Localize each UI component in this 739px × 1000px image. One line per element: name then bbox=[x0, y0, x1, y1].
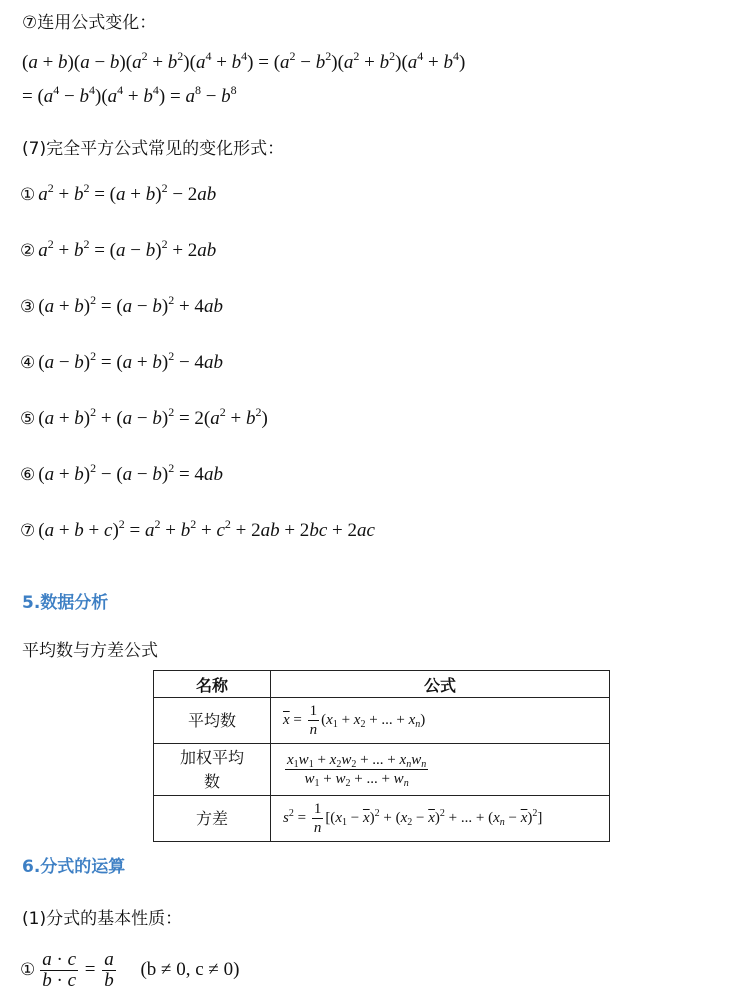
formula-marker: ① bbox=[20, 959, 36, 980]
perfect-square-formula-3: ③ $(a + b)^2 = (a - b)^2 + 4ab$ bbox=[20, 293, 223, 317]
variance-formula: $s^2$ = $\frac{1}{n}$ [$(x_1 - \overline{x})^2 + (x_2 - \overline{x})^2$ + ... + $(x_n - \overline{x})^2$] bbox=[271, 796, 610, 842]
chain-formula-label: ⑦连用公式变化： bbox=[22, 13, 157, 33]
table-cell-name bbox=[154, 744, 271, 796]
perfect-square-formula-5: ⑤ $(a + b)^2 + (a - b)^2 = 2(a^2 + b^2)$ bbox=[20, 405, 268, 429]
table-cell-name: 平均数 bbox=[154, 698, 271, 744]
table-header-name: 名称 bbox=[154, 671, 271, 698]
perfect-square-heading: (7)完全平方公式常见的变化形式： bbox=[22, 139, 285, 159]
formula-marker: ④ bbox=[20, 353, 36, 373]
formula-marker: ⑥ bbox=[20, 465, 36, 485]
perfect-square-formula-7: ⑦ $(a + b + c)^2 = a^2 + b^2 + c^2 + 2ab + 2bc + 2ac$ bbox=[20, 517, 375, 541]
formula-marker: ② bbox=[20, 241, 36, 261]
table-row bbox=[154, 698, 610, 744]
weighted-mean-formula: $\frac{x_1w_1 + x_2w_2 + ... + x_nw_n}{w_1 + w_2 + ... + w_n}$ bbox=[271, 744, 610, 796]
table-row bbox=[154, 796, 610, 842]
weighted-mean-name-line2: 数 bbox=[203, 771, 220, 791]
data-analysis-heading: 5.数据分析 bbox=[22, 593, 109, 613]
table-cell-name: 方差 bbox=[154, 796, 271, 842]
formula-marker: ③ bbox=[20, 297, 36, 317]
perfect-square-formula-4: ④ $(a - b)^2 = (a + b)^2 - 4ab$ bbox=[20, 349, 223, 373]
fraction-condition: (b ≠ 0, c ≠ 0) bbox=[140, 958, 240, 980]
formula-marker: ⑤ bbox=[20, 409, 36, 429]
mean-formula: $\overline{x}$ = $\frac{1}{n}$ ($x_1 + x_2$ + ... + $x_n$) bbox=[271, 698, 610, 744]
chain-formula-line1: $(a + b)(a - b)(a^2 + b^2)(a^4 + b^4) = (a^2 - b^2)(a^2 + b^2)(a^4 + b^4)$ bbox=[22, 49, 466, 73]
table-header-row bbox=[154, 671, 610, 698]
mean-variance-table bbox=[153, 670, 610, 842]
table-row bbox=[154, 744, 610, 796]
mean-variance-subheading: 平均数与方差公式 bbox=[22, 641, 158, 661]
formula-marker: ⑦ bbox=[20, 521, 36, 541]
formula-marker: ① bbox=[20, 185, 36, 205]
table-header-formula: 公式 bbox=[271, 671, 610, 698]
perfect-square-formula-2: ② $a^2 + b^2 = (a - b)^2 + 2ab$ bbox=[20, 237, 217, 261]
fraction-property-subheading: (1)分式的基本性质： bbox=[22, 909, 183, 929]
perfect-square-formula-6: ⑥ $(a + b)^2 - (a - b)^2 = 4ab$ bbox=[20, 461, 223, 485]
perfect-square-formula-1: ① $a^2 + b^2 = (a + b)^2 - 2ab$ bbox=[20, 181, 217, 205]
fraction-property-formula: ① $\frac{a \cdot c}{b \cdot c}$ = $\frac{a}{b}$ (b ≠ 0, c ≠ 0) bbox=[20, 949, 240, 991]
chain-formula-line2: = $(a^4 - b^4)(a^4 + b^4) = a^8 - b^8$ bbox=[22, 83, 237, 107]
weighted-mean-name-line1: 加权平均 bbox=[179, 747, 244, 767]
fraction-ops-heading: 6.分式的运算 bbox=[22, 857, 126, 877]
